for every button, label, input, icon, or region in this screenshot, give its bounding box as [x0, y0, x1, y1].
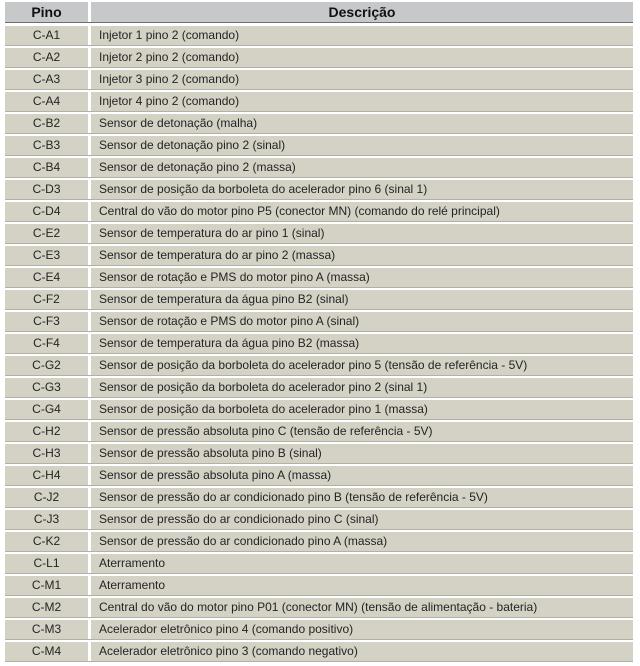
- table-row: [5, 510, 633, 530]
- table-row: [5, 620, 633, 640]
- pin-cell: C-A2: [5, 48, 91, 67]
- pin-cell: C-H3: [5, 444, 91, 463]
- description-cell: Injetor 2 pino 2 (comando): [99, 50, 240, 64]
- table-row: [5, 136, 633, 156]
- description-cell: Injetor 3 pino 2 (comando): [99, 72, 240, 86]
- table-row: [5, 70, 633, 90]
- description-cell: Sensor de posição da borboleta do acelerador pino 5 (tensão de referência - 5V): [99, 358, 528, 372]
- description-cell: Acelerador eletrônico pino 4 (comando positivo): [99, 622, 354, 636]
- pin-cell: C-H2: [5, 422, 91, 441]
- description-cell: Sensor de temperatura da água pino B2 (massa): [99, 336, 360, 350]
- table-row: [5, 598, 633, 618]
- pin-table-body: [5, 26, 633, 662]
- description-cell: Sensor de pressão absoluta pino A (massa): [99, 468, 332, 482]
- column-header-pin: Pino: [5, 2, 91, 22]
- table-row: [5, 158, 633, 178]
- table-row: [5, 180, 633, 200]
- description-cell: Sensor de posição da borboleta do acelerador pino 6 (sinal 1): [99, 182, 428, 196]
- table-row: [5, 246, 633, 266]
- pin-cell: C-D3: [5, 180, 91, 199]
- pin-cell: C-A3: [5, 70, 91, 89]
- table-header-row: [5, 2, 633, 23]
- table-row: [5, 576, 633, 596]
- pin-cell: C-J3: [5, 510, 91, 529]
- table-row: [5, 642, 633, 662]
- table-row: [5, 554, 633, 574]
- pin-cell: C-E3: [5, 246, 91, 265]
- pin-cell: C-G2: [5, 356, 91, 375]
- description-cell: Sensor de detonação (malha): [99, 116, 258, 130]
- pin-cell: C-J2: [5, 488, 91, 507]
- table-row: [5, 532, 633, 552]
- column-header-description: Descrição: [328, 4, 396, 20]
- table-row: [5, 422, 633, 442]
- pinout-table: [5, 2, 633, 664]
- pin-cell: C-M4: [5, 642, 91, 661]
- table-row: [5, 114, 633, 134]
- table-row: [5, 400, 633, 420]
- description-cell: Sensor de posição da borboleta do acelerador pino 1 (massa): [99, 402, 428, 416]
- pin-cell: C-M3: [5, 620, 91, 639]
- description-cell: Aterramento: [99, 556, 166, 570]
- description-cell: Sensor de rotação e PMS do motor pino A (sinal): [99, 314, 360, 328]
- description-cell: Sensor de temperatura da água pino B2 (sinal): [99, 292, 349, 306]
- pin-cell: C-M2: [5, 598, 91, 617]
- pin-cell: C-G4: [5, 400, 91, 419]
- description-cell: Sensor de detonação pino 2 (massa): [99, 160, 296, 174]
- description-cell: Sensor de pressão do ar condicionado pino C (sinal): [99, 512, 379, 526]
- description-cell: Sensor de pressão do ar condicionado pino B (tensão de referência - 5V): [99, 490, 488, 504]
- table-row: [5, 378, 633, 398]
- pin-cell: C-K2: [5, 532, 91, 551]
- pin-cell: C-B2: [5, 114, 91, 133]
- description-cell: Sensor de rotação e PMS do motor pino A (massa): [99, 270, 370, 284]
- pin-cell: C-A4: [5, 92, 91, 111]
- description-cell: Sensor de temperatura do ar pino 1 (sinal): [99, 226, 325, 240]
- table-row: [5, 466, 633, 486]
- table-row: [5, 202, 633, 222]
- pin-cell: C-E4: [5, 268, 91, 287]
- table-row: [5, 312, 633, 332]
- description-cell: Injetor 1 pino 2 (comando): [99, 28, 240, 42]
- pin-cell: C-F4: [5, 334, 91, 353]
- table-row: [5, 488, 633, 508]
- pin-cell: C-D4: [5, 202, 91, 221]
- pin-cell: C-L1: [5, 554, 91, 573]
- pin-cell: C-M1: [5, 576, 91, 595]
- table-row: [5, 26, 633, 46]
- pin-cell: C-E2: [5, 224, 91, 243]
- table-row: [5, 356, 633, 376]
- pin-cell: C-H4: [5, 466, 91, 485]
- pin-cell: C-F2: [5, 290, 91, 309]
- pin-cell: C-G3: [5, 378, 91, 397]
- pin-cell: C-B3: [5, 136, 91, 155]
- description-cell: Sensor de pressão do ar condicionado pino A (massa): [99, 534, 388, 548]
- table-row: [5, 224, 633, 244]
- pin-cell: C-F3: [5, 312, 91, 331]
- table-row: [5, 334, 633, 354]
- description-cell: Aterramento: [99, 578, 166, 592]
- pin-cell: C-B4: [5, 158, 91, 177]
- pin-cell: C-A1: [5, 26, 91, 45]
- table-row: [5, 48, 633, 68]
- description-cell: Sensor de pressão absoluta pino C (tensão de referência - 5V): [99, 424, 433, 438]
- description-cell: Sensor de posição da borboleta do acelerador pino 2 (sinal 1): [99, 380, 428, 394]
- description-cell: Central do vão do motor pino P5 (conector MN) (comando do relé principal): [99, 204, 500, 218]
- description-cell: Sensor de temperatura do ar pino 2 (massa): [99, 248, 336, 262]
- description-cell: Sensor de pressão absoluta pino B (sinal): [99, 446, 322, 460]
- table-row: [5, 444, 633, 464]
- description-cell: Central do vão do motor pino P01 (conector MN) (tensão de alimentação - bateria): [99, 600, 538, 614]
- description-cell: Acelerador eletrônico pino 3 (comando negativo): [99, 644, 358, 658]
- table-row: [5, 92, 633, 112]
- table-row: [5, 290, 633, 310]
- table-row: [5, 268, 633, 288]
- description-cell: Injetor 4 pino 2 (comando): [99, 94, 240, 108]
- description-cell: Sensor de detonação pino 2 (sinal): [99, 138, 286, 152]
